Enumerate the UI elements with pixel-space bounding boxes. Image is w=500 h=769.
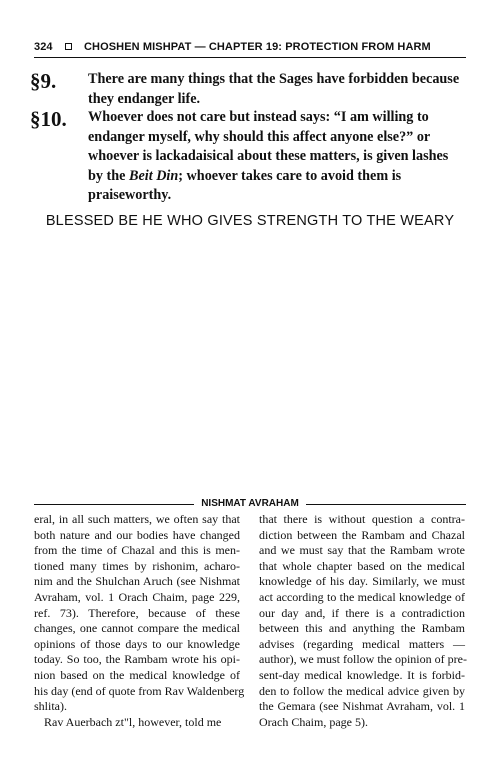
commentary-column-right: [259, 512, 465, 730]
chapter-title: CHOSHEN MISHPAT — CHAPTER 19: PROTECTION FROM HARM: [84, 41, 431, 53]
section-text: [88, 108, 460, 206]
closing-blessing: BLESSED BE HE WHO GIVES STRENGTH TO THE WEARY: [45, 213, 455, 229]
text-line: Orach Chaim, page 5).: [259, 714, 368, 729]
text-line: his day (end of quote from Rav Waldenberg: [34, 683, 245, 698]
section-text-part: ; whoever takes care to avoid them is praiseworthy.: [88, 167, 402, 203]
section-number: §9.: [30, 69, 57, 93]
square-bullet-icon: [65, 43, 72, 50]
section-text-italic: Beit Din: [129, 167, 179, 184]
section-text-part: Whoever does not care but instead says: “I am willing to endanger myself, why should this affect anyone else?” or whoever is lackadaisical about these matters, is given lashes by the: [88, 109, 449, 184]
text-line: changes, one cannot compare the medical: [34, 621, 240, 636]
text-line: sent-day medical knowledge. It is forbid-: [259, 667, 465, 682]
section-number: §10.: [30, 107, 67, 131]
page-number: 324: [34, 41, 53, 53]
commentary-heading: NISHMAT AVRAHAM: [201, 498, 299, 509]
text-line: our day and, if there is a contradiction: [259, 605, 465, 620]
text-line: today. So too, the Rambam wrote his opi-: [34, 652, 240, 667]
text-line: that whole chapter based on the medical: [259, 558, 465, 573]
section-text: There are many things that the Sages have forbidden because they endanger life.: [88, 71, 460, 107]
text-line: knowledge of his day. Similarly, we must: [259, 574, 465, 589]
text-line: den to follow the medical advice given by: [259, 683, 465, 698]
text-line: the Gemara (see Nishmat Avraham, vol. 1: [259, 699, 465, 714]
commentary-column-left: [34, 512, 245, 730]
commentary-divider: [34, 497, 466, 511]
text-line: ref. 73). Therefore, because of these: [34, 605, 240, 620]
text-line: shlita).: [34, 699, 67, 714]
text-line: nion based on the medical knowledge of: [34, 667, 240, 682]
text-line: act according to the medical knowledge of: [259, 589, 465, 604]
text-line: that there is without question a contra-: [259, 512, 465, 526]
text-line: Rav Auerbach zt"l, however, told me: [44, 714, 222, 729]
text-line: tioned many times by rishonim, acharo-: [34, 558, 240, 573]
text-line: diction between the Rambam and Chazal: [259, 527, 465, 542]
text-line: advises (regarding medical matters —: [259, 636, 465, 651]
text-line: Avraham, vol. 1 Orach Chaim, page 229,: [34, 589, 240, 604]
text-line: and we must say that the Rambam wrote: [259, 543, 465, 558]
text-line: nim and the Shulchan Aruch (see Nishmat: [34, 574, 240, 589]
section-10: [30, 108, 460, 206]
running-header: [34, 36, 466, 58]
text-line: both nature and our bodies have changed: [34, 527, 240, 542]
divider-rule: [306, 504, 466, 505]
text-line: opinions of those days to our knowledge: [34, 636, 240, 651]
text-line: from the time of Chazal and this is men-: [34, 543, 240, 558]
text-line: eral, in all such matters, we often say that: [34, 512, 240, 526]
text-line: author), we must follow the opinion of pre-: [259, 652, 467, 667]
text-line: between this and anything the Rambam: [259, 621, 465, 636]
section-9: [30, 70, 460, 109]
